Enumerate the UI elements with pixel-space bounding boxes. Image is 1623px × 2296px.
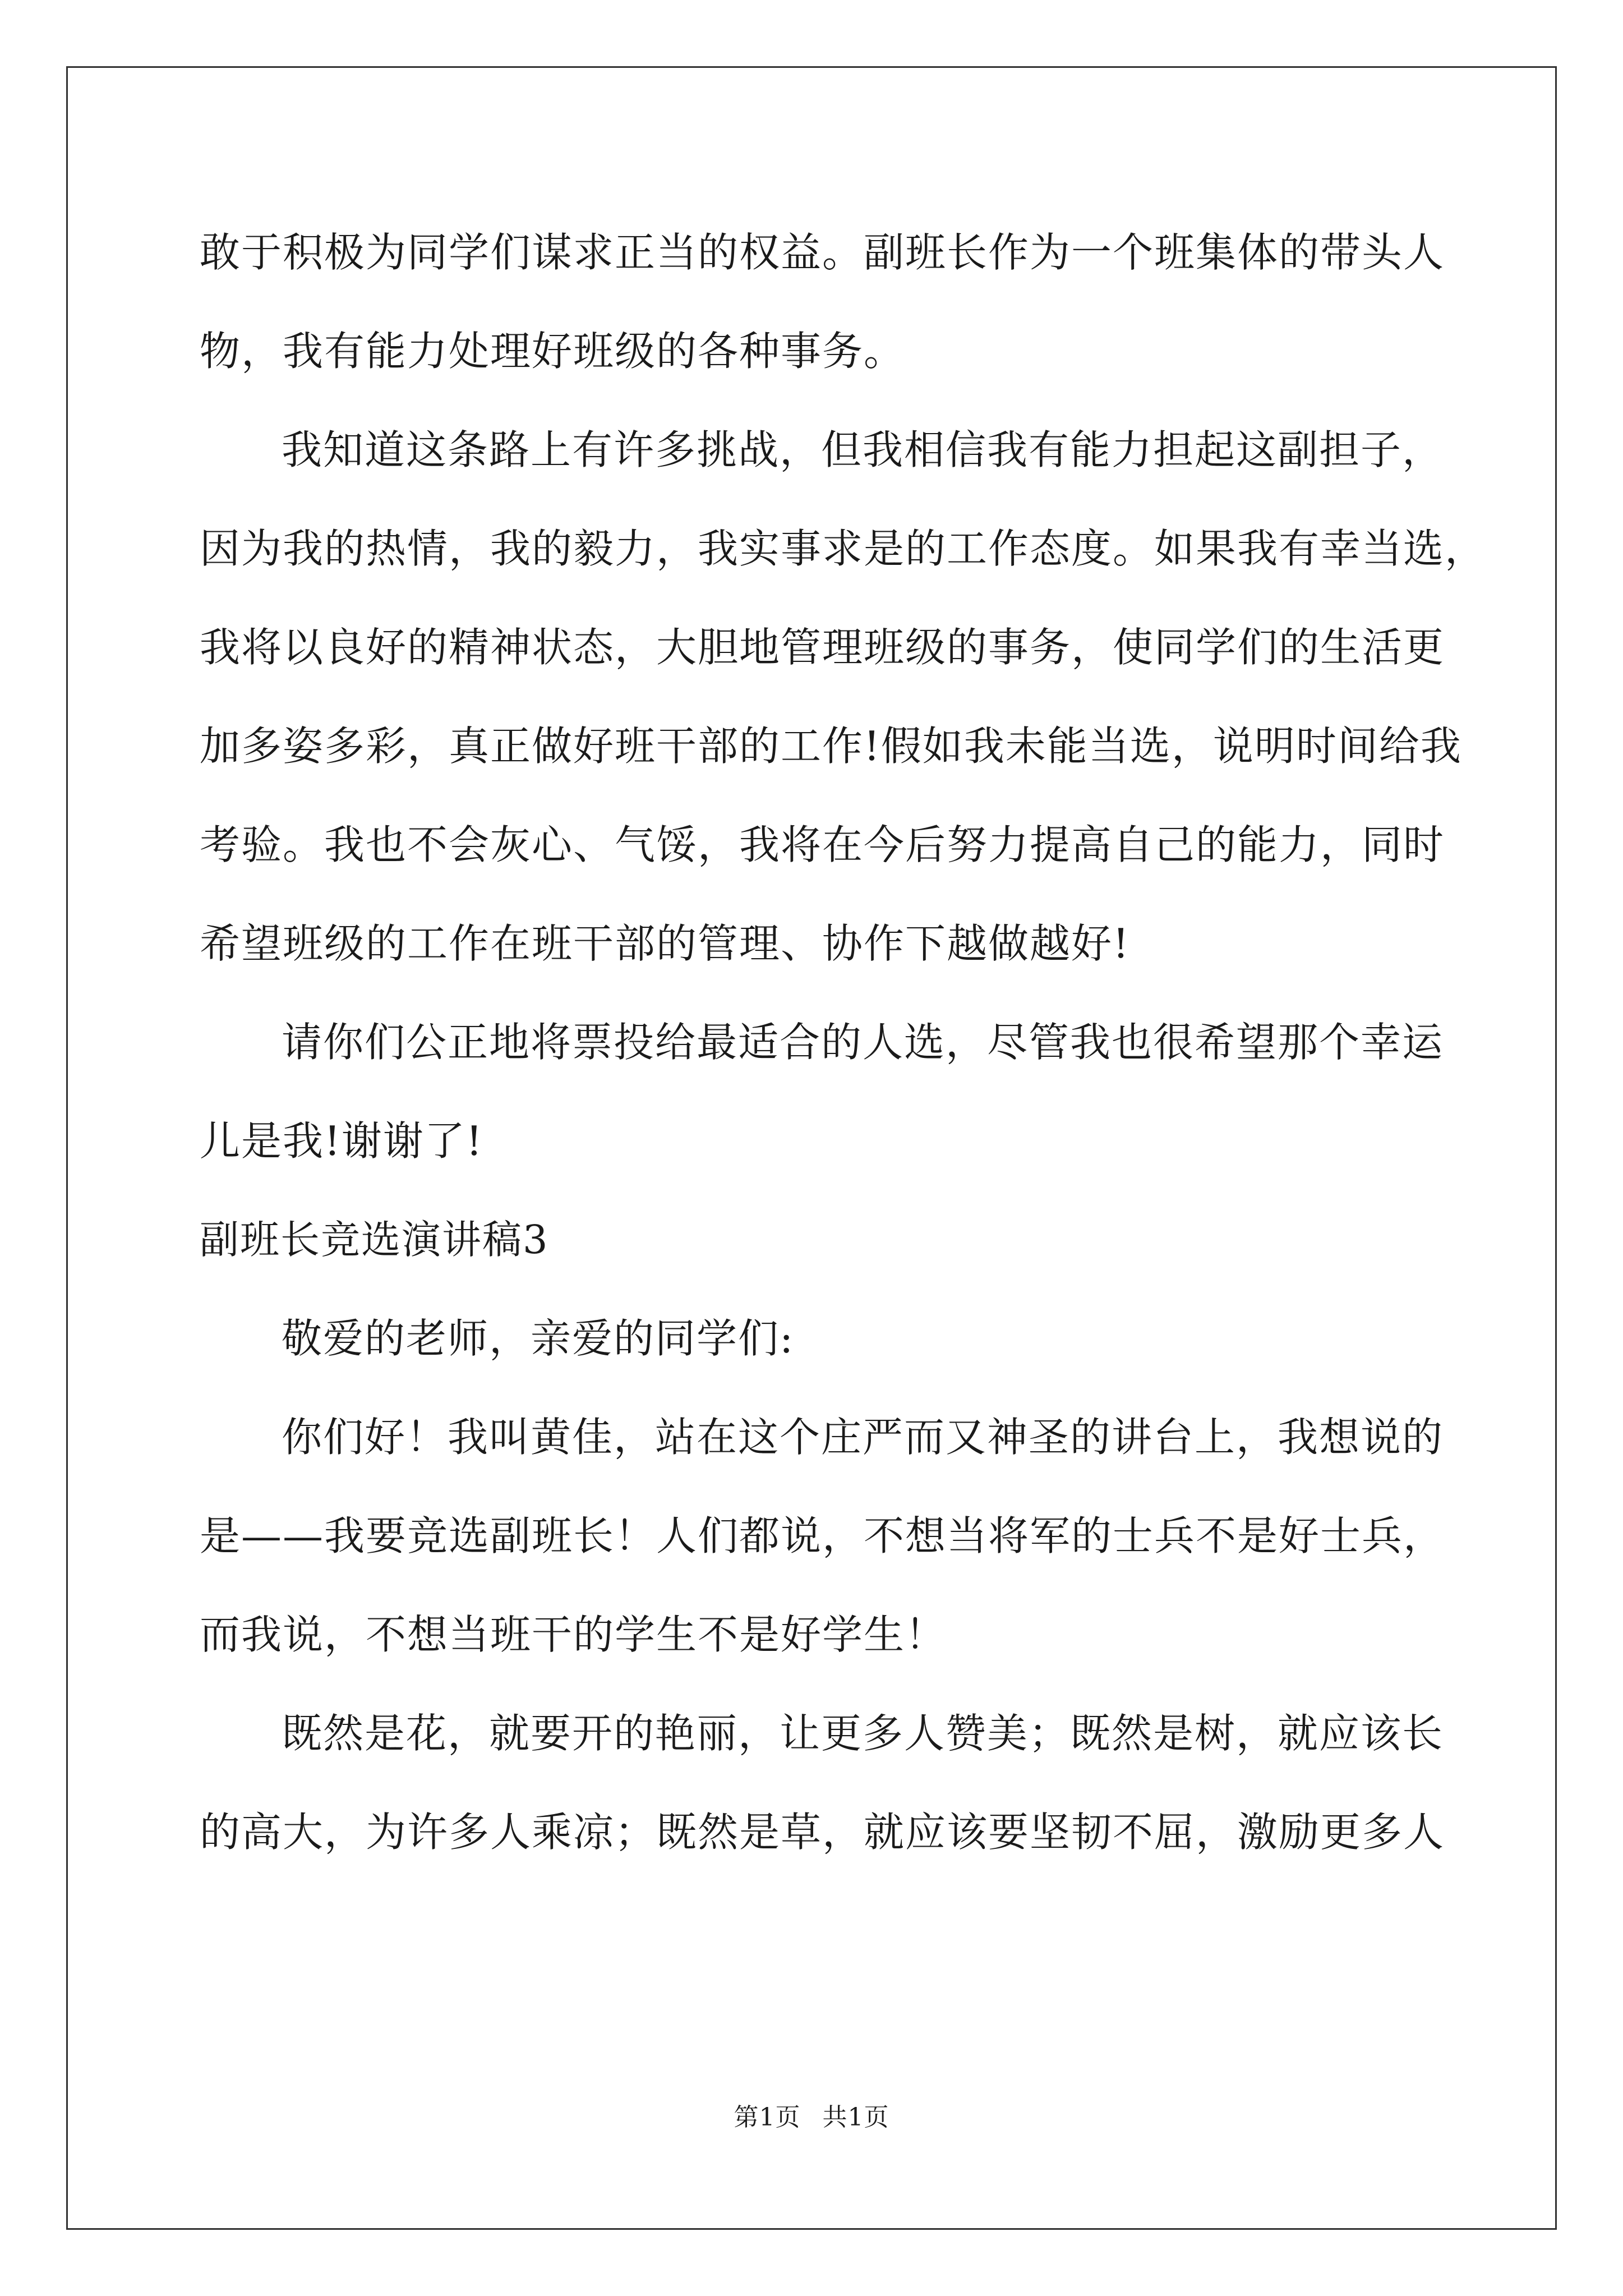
text-line-9: 请你们公正地将票投给最适合的人选，尽管我也很希望那个幸运 [282, 1019, 1444, 1066]
page-footer [0, 2097, 1623, 2133]
text-line-14: 是——我要竞选副班长！人们都说，不想当将军的士兵不是好士兵， [200, 1512, 1445, 1559]
section-heading: 副班长竞选演讲稿3 [200, 1217, 549, 1263]
text-line-7: 考验。我也不会灰心、气馁，我将在今后努力提高自己的能力，同时 [200, 821, 1445, 868]
text-line-4: 因为我的热情，我的毅力，我实事求是的工作态度。如果我有幸当选， [200, 525, 1487, 572]
salutation-line: 敬爱的老师，亲爱的同学们: [282, 1315, 795, 1362]
text-line-10: 儿是我!谢谢了! [200, 1117, 483, 1165]
text-line-13: 你们好！我叫黄佳，站在这个庄严而又神圣的讲台上，我想说的 [282, 1414, 1444, 1461]
text-line-1: 敢于积极为同学们谋求正当的权益。副班长作为一个班集体的带头人 [200, 229, 1445, 276]
page-number-total: 共1页 [822, 2103, 889, 2132]
text-line-15: 而我说，不想当班干的学生不是好学生！ [200, 1611, 947, 1658]
text-line-6: 加多姿多彩，真正做好班干部的工作!假如我未能当选，说明时间给我 [200, 723, 1462, 770]
text-line-3: 我知道这条路上有许多挑战，但我相信我有能力担起这副担子， [282, 426, 1444, 473]
text-line-16: 既然是花，就要开的艳丽，让更多人赞美；既然是树，就应该长 [282, 1710, 1444, 1757]
text-line-8: 希望班级的工作在班干部的管理、协作下越做越好! [200, 920, 1130, 967]
text-line-5: 我将以良好的精神状态，大胆地管理班级的事务，使同学们的生活更 [200, 624, 1445, 671]
text-line-2: 物，我有能力处理好班级的各种事务。 [200, 328, 906, 375]
page-number-current: 第1页 [734, 2103, 801, 2132]
document-body [200, 219, 1487, 1897]
text-line-17: 的高大，为许多人乘凉；既然是草，就应该要坚韧不屈，激励更多人 [200, 1809, 1445, 1856]
